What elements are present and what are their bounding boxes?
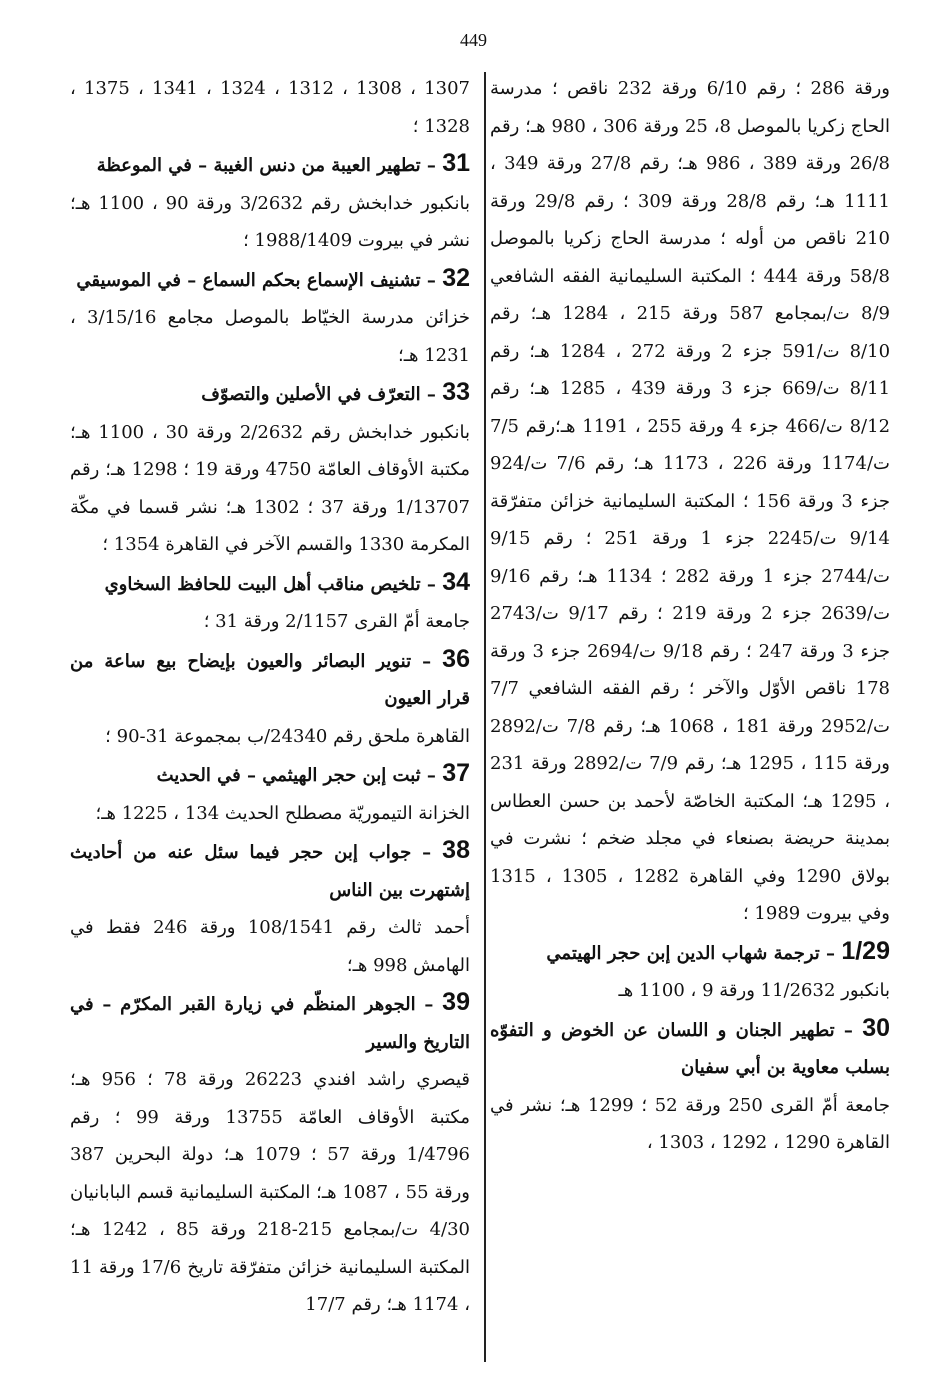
entry-title: – ترجمة شهاب الدين إبن حجر الهيتمي (546, 942, 836, 964)
entry-number: 33 (442, 378, 470, 406)
column-divider (484, 72, 486, 1362)
entry-body: جامعة أمّ القرى 250 ورقة 52 ؛ 1299 هـ؛ نشر في القاهرة 1290 ، 1292 ، 1303 ، (490, 1094, 890, 1153)
entry-body: الخزانة التيموريّة مصطلح الحديث 134 ، 1225 هـ؛ (95, 802, 470, 824)
page-number: 449 (460, 30, 487, 50)
entry-number: 1/29 (841, 936, 890, 965)
entry-body: القاهرة ملحق رقم 24340/ب بمجموعة 31-90 ؛ (105, 725, 470, 747)
entry-number: 34 (442, 567, 470, 596)
entry-body: بانكبور خدابخش رقم 3/2632 ورقة 90 ، 1100 هـ؛ نشر في بيروت 1988/1409 ؛ (70, 192, 470, 251)
entry-34 (70, 564, 470, 641)
entry-title: – تطهير العيبة من دنس الغيبة – في الموعظة (96, 155, 436, 176)
entry-number: 30 (862, 1013, 890, 1042)
entry-39 (70, 984, 470, 1324)
entry-number: 39 (442, 988, 470, 1016)
entry-title: – جواب إبن حجر فيما سئل عنه من أحاديث إشتهرت بين الناس (70, 842, 470, 901)
entry-body: بانكبور 11/2632 ورقة 9 ، 1100 هـ (618, 980, 890, 1001)
entry-body: قيصري راشد افندي 26223 ورقة 78 ؛ 956 هـ؛ مكتبة الأوقاف العامّة 13755 ورقة 99 ؛ رقم 1/4796 ورقة 57 ؛ 1079 هـ؛ دولة البحرين 387 ورقة 55 ، 1087 هـ؛ المكتبة السليمانية قسم البابانيان 4/30 ت/بمجامع 215-218 ورقة 85 ، 1242 هـ؛ المكتبة السليمانية خزائن متفرّقة تاريخ 17/6 ورقة 11 ، 1174 هـ؛ رقم 17/7 (70, 1069, 470, 1315)
entry-body: خزائن مدرسة الخيّاط بالموصل مجامع 3/15/16 ، 1231 هـ؛ (70, 307, 470, 366)
entry-title: – تطهير الجنان و اللسان عن الخوض و التفوّه بسلب معاوية بن أبي سفيان (490, 1019, 890, 1078)
entry-continuation (490, 70, 890, 933)
entry-title: – تشنيف الإسماع بحكم السماع – في الموسيقي (76, 269, 436, 291)
entry-title: – تنوير البصائر والعيون بإيضاح بيع ساعة من قرار العيون (70, 650, 470, 709)
entry-body: ورقة 286 ؛ رقم 6/10 ورقة 232 ناقص ؛ مدرسة الحاج زكريا بالموصل 8، 25 ورقة 306 ، 980 هـ؛ رقم 26/8 ورقة 389 ، 986 هـ؛ رقم 27/8 ورقة 349 ، 1111 هـ؛ رقم 28/8 ورقة 309 ؛ رقم 29/8 ورقة 210 ناقص من أوله ؛ مدرسة الحاج زكريا بالموصل 58/8 ورقة 444 ؛ المكتبة السليمانية الفقه الشافعي 8/9 ت/بمجامع 587 ورقة 215 ، 1284 هـ؛ رقم 8/10 ت/591 جزء 2 ورقة 272 ، 1284 هـ؛ رقم 8/11 ت/669 جزء 3 ورقة 439 ، 1285 هـ؛ رقم 8/12 ت/466 جزء 4 ورقة 255 ، 1191 هـ؛رقم 7/5 ت/1174 ورقة 226 ، 1173 هـ؛ رقم 7/6 ت/924 جزء 3 ورقة 156 ؛ المكتبة السليمانية خزائن متفرّقة 9/14 ت/2245 جزء 1 ورقة 251 ؛ رقم 9/15 ت/2744 جزء 1 ورقة 282 ؛ 1134 هـ؛ رقم 9/16 ت/2639 جزء 2 ورقة 219 ؛ رقم 9/17 ت/2743 جزء 3 ورقة 247 ؛ رقم 9/18 ت/2694 جزء 3 ورقة 178 ناقص الأوّل والآخر ؛ رقم الفقه الشافعي 7/7 ت/2952 ورقة 181 ، 1068 هـ؛ رقم 7/8 ت/2892 ورقة 115 ، 1295 هـ؛ رقم 7/9 ت/2892 ورقة 231 ، 1295 هـ؛ المكتبة الخاصّة لأحمد بن حسن العطاس بمدينة حريضة بصنعاء في مجلد ضخم ؛ نشرت في بولاق 1290 وفي القاهرة 1282 ، 1305 ، 1315 وفي بيروت 1989 ؛ (490, 78, 890, 924)
entry-title: – ثبت إبن حجر الهيثمي – في الحديث (156, 765, 436, 786)
entry-body: 1307 ، 1308 ، 1312 ، 1324 ، 1341 ، 1375 ، 1328 ؛ (70, 78, 470, 137)
entry-number: 37 (442, 759, 470, 787)
entry-body: بانكبور خدابخش رقم 2/2632 ورقة 30 ، 1100 هـ؛ مكتبة الأوقاف العامّة 4750 ورقة 19 ؛ 1298 هـ؛ رقم 1/13707 ورقة 37 ؛ 1302 هـ؛ نشر قسما في مكّة المكرمة 1330 والقسم الآخر في القاهرة 1354 ؛ (70, 421, 470, 555)
entry-32 (70, 260, 470, 375)
entry-title: – التعرّف في الأصلين والتصوّف (201, 384, 436, 405)
entry-number: 31 (442, 149, 470, 177)
entry-title: – تلخيص مناقب أهل البيت للحافظ السخاوي (104, 573, 436, 595)
entry-number: 38 (442, 836, 470, 864)
entry-number: 36 (442, 644, 470, 673)
entry-29 (490, 933, 890, 1010)
entry-37 (70, 755, 470, 832)
entry-title: – الجوهر المنظّم في زيارة القبر المكرّم – في التاريخ والسير (70, 994, 470, 1053)
entry-36 (70, 641, 470, 756)
entry-body: أحمد ثالث رقم 108/1541 ورقة 246 فقط في الهامش 998 هـ؛ (70, 917, 470, 976)
left-column (70, 70, 470, 1375)
entry-33 (70, 374, 470, 564)
entry-body: جامعة أمّ القرى 2/1157 ورقة 31 ؛ (203, 611, 470, 632)
entry-continuation (70, 70, 470, 145)
entry-30 (490, 1010, 890, 1162)
right-column (490, 70, 890, 1375)
entry-38 (70, 832, 470, 984)
entry-31 (70, 145, 470, 260)
entry-number: 32 (442, 263, 470, 292)
